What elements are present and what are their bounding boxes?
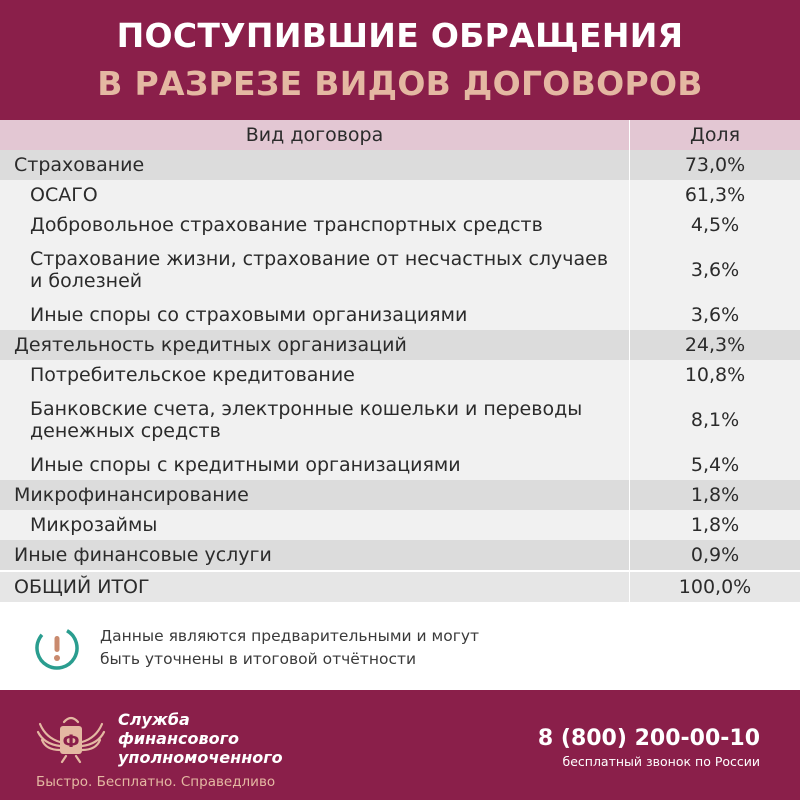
table-row-category: [0, 540, 800, 570]
org-name-line-2: финансового: [118, 729, 239, 748]
page-title-line-2: В РАЗРЕЗЕ ВИДОВ ДОГОВОРОВ: [97, 64, 703, 103]
row-value: 3,6%: [690, 304, 740, 326]
table-row-total: [0, 570, 800, 602]
org-name-line-1: Служба: [118, 710, 190, 729]
disclaimer-line-2: быть уточнены в итоговой отчётности: [100, 650, 417, 668]
row-label: Иные финансовые услуги: [0, 540, 630, 570]
row-value: 61,3%: [684, 184, 746, 206]
header-banner: [0, 0, 800, 120]
row-value: 8,1%: [690, 409, 740, 431]
hotline-phone[interactable]: 8 (800) 200-00-10: [537, 726, 760, 751]
disclaimer-line-1: Данные являются предварительными и могут: [100, 627, 480, 645]
row-label: ОСАГО: [0, 180, 630, 210]
row-label-line-1: Страхование жизни, страхование от несчастных случаев: [30, 248, 609, 270]
row-label: Деятельность кредитных организаций: [0, 330, 630, 360]
exclamation-circle-icon: [34, 625, 80, 671]
row-value: 3,6%: [690, 259, 740, 281]
row-value: 100,0%: [678, 576, 752, 598]
eagle-emblem-icon: [36, 712, 106, 764]
column-header-type: Вид договора: [0, 120, 630, 150]
table-row: [0, 300, 800, 330]
org-name: [118, 710, 283, 767]
row-value: 24,3%: [684, 334, 746, 356]
column-header-share: Доля: [689, 124, 741, 146]
row-label-line-1: Банковские счета, электронные кошельки и переводы: [30, 398, 583, 420]
tagline: Быстро. Бесплатно. Справедливо: [36, 774, 276, 790]
row-label: Иные споры с кредитными организациями: [0, 450, 630, 480]
row-label: Микрофинансирование: [0, 480, 630, 510]
row-label: [0, 240, 630, 300]
row-label-line-2: денежных средств: [30, 420, 221, 442]
table-row: [0, 360, 800, 390]
table-row-category: [0, 480, 800, 510]
row-value: 1,8%: [690, 484, 740, 506]
row-label: Потребительское кредитование: [0, 360, 630, 390]
row-label-line-2: и болезней: [30, 270, 143, 292]
emblem-letter: Ф: [62, 732, 80, 752]
row-label: Иные споры со страховыми организациями: [0, 300, 630, 330]
row-value: 10,8%: [684, 364, 746, 386]
table-row: [0, 450, 800, 480]
contract-types-table: [0, 120, 800, 602]
table-row: [0, 390, 800, 450]
row-value: 4,5%: [690, 214, 740, 236]
row-label: Добровольное страхование транспортных средств: [0, 210, 630, 240]
table-row-category: [0, 330, 800, 360]
table-row: [0, 210, 800, 240]
row-label: Страхование: [0, 150, 630, 180]
row-label: ОБЩИЙ ИТОГ: [0, 572, 630, 602]
footer: [0, 690, 800, 800]
table-header-row: [0, 120, 800, 150]
row-label: [0, 390, 630, 450]
table-row: [0, 180, 800, 210]
row-value: 5,4%: [690, 454, 740, 476]
disclaimer-note: [100, 625, 560, 671]
table-row: [0, 240, 800, 300]
row-label: Микрозаймы: [0, 510, 630, 540]
org-name-line-3: уполномоченного: [118, 748, 283, 767]
table-row-category: [0, 150, 800, 180]
row-value: 73,0%: [684, 154, 746, 176]
row-value: 0,9%: [690, 544, 740, 566]
page-title-line-1: ПОСТУПИВШИЕ ОБРАЩЕНИЯ: [116, 16, 684, 55]
table-row: [0, 510, 800, 540]
hotline-note: бесплатный звонок по России: [562, 754, 760, 769]
row-value: 1,8%: [690, 514, 740, 536]
